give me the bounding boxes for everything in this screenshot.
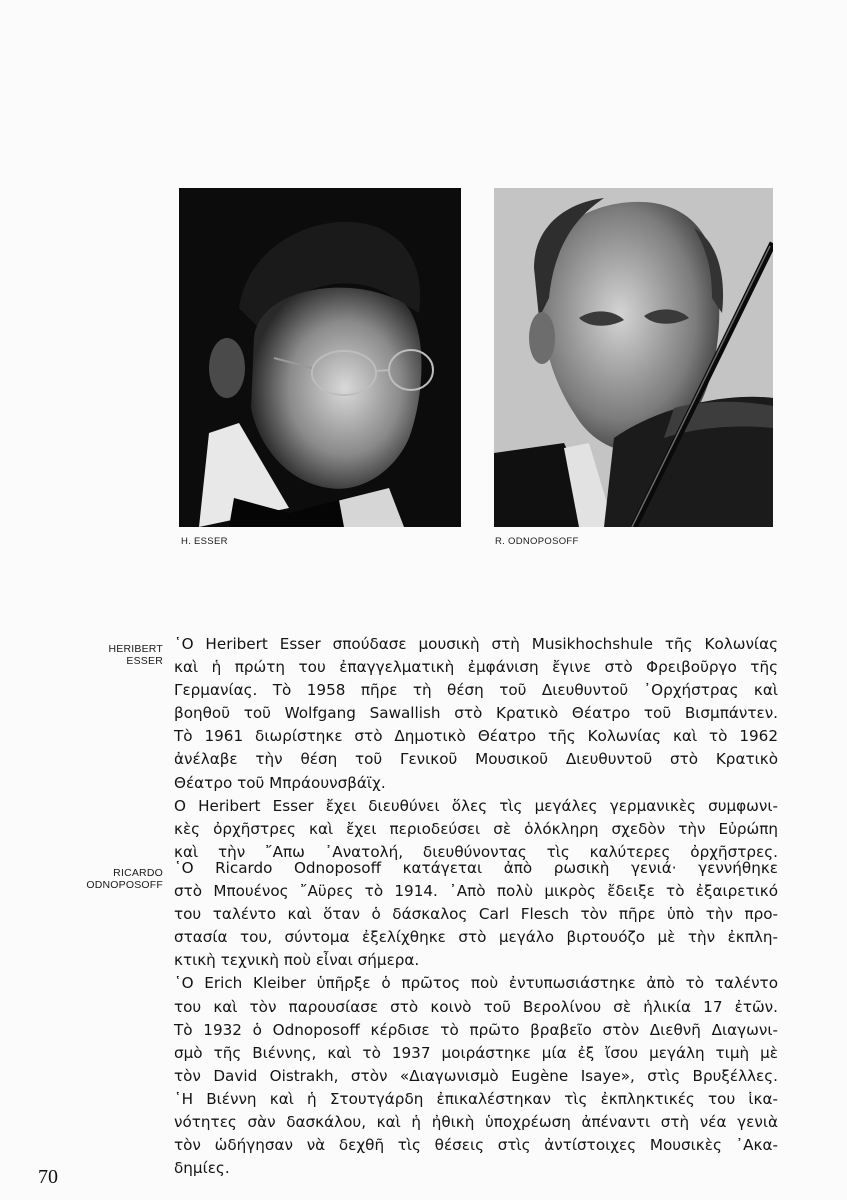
photo-caption-odnoposoff: R. ODNOPOSOFF — [495, 536, 579, 547]
text-line: Τὸ 1932 ὁ Odnoposoff κέρδισε τὸ πρῶτο βραβεῖο στὸν Διεθνῆ Διαγωνι- — [174, 1020, 778, 1039]
side-label-heribert-esser — [109, 643, 164, 667]
side-label-line: RICARDO — [113, 867, 163, 879]
side-label-line: ESSER — [126, 655, 163, 667]
side-label-line: ODNOPOSOFF — [86, 879, 163, 891]
side-label-ricardo-odnoposoff — [86, 867, 163, 891]
text-line: ῾Ο Heribert Esser σπούδασε μουσικὴ στὴ Musikhochshule τῆς Κολωνίας — [174, 635, 778, 653]
text-line: Γερμανίας. Τὸ 1958 πῆρε τὴ θέση τοῦ Διευθυντοῦ ᾿Ορχήστρας καὶ — [174, 681, 778, 700]
photo-caption-esser: H. ESSER — [181, 536, 228, 547]
text-line: του καὶ τὸν παρουσίασε στὸ κοινὸ τοῦ Βερολίνου σὲ ἡλικία 17 ἐτῶν. — [174, 997, 778, 1016]
text-line: σμὸ τῆς Βιέννης, καὶ τὸ 1937 μοιράστηκε μία ἐξ ἴσου μεγάλη τιμὴ μὲ — [174, 1043, 778, 1062]
text-line: καὶ ἡ πρώτη του ἐπαγγελματικὴ ἐμφάνιση ἔγινε στὸ Φρειβοῦργο τῆς — [174, 658, 778, 677]
biography-ricardo-odnoposoff — [174, 857, 778, 1180]
photo-ricardo-odnoposoff — [494, 188, 773, 527]
text-line: κτικὴ τεχνικὴ ποὺ εἶναι σήμερα. — [174, 951, 420, 970]
portrait-esser-illustration — [179, 188, 461, 527]
text-line: βοηθοῦ τοῦ Wolfgang Sawallish στὸ Κρατικὸ Θέατρο τοῦ Βισμπάντεν. — [174, 704, 778, 723]
text-line: ῾Ο Ricardo Odnoposoff κατάγεται ἀπὸ ρωσικὴ γενιά· γεννήθηκε — [174, 859, 778, 877]
portrait-odnoposoff-illustration — [494, 188, 773, 527]
text-line: Τὸ 1961 διωρίστηκε στὸ Δημοτικὸ Θέατρο τῆς Κολωνίας καὶ τὸ 1962 — [174, 727, 778, 746]
text-line: κὲς ὀρχῆστρες καὶ ἔχει περιοδεύσει σὲ ὁλόκληρη σχεδὸν τὴν Εὐρώπη — [174, 819, 778, 838]
page-number: 70 — [38, 1166, 58, 1188]
text-line: ῾Ο Erich Kleiber ὑπῆρξε ὁ πρῶτος ποὺ ἐντυπωσιάστηκε ἀπὸ τὸ ταλέντο — [174, 974, 778, 993]
biography-heribert-esser — [174, 633, 778, 864]
text-line: δημίες. — [174, 1159, 230, 1178]
text-line: Ο Heribert Esser ἔχει διευθύνει ὅλες τὶς μεγάλες γερμανικὲς συμφωνι- — [174, 796, 778, 815]
text-line: του ταλέντο καὶ ὅταν ὁ δάσκαλος Carl Flesch τὸν πῆρε ὑπὸ τὴν προ- — [174, 905, 778, 924]
text-line: ῾Η Βιέννη καὶ ἡ Στουτγάρδη ἐπικαλέστηκαν τὶς ἐκπληκτικές του ἱκα- — [174, 1089, 778, 1108]
text-line: τὸν David Oistrakh, στὸν «Διαγωνισμὸ Eugène Isaye», στὶς Βρυξέλλες. — [174, 1066, 778, 1085]
text-line: καὶ τὴν ῎Απω ᾿Ανατολή, διευθύνοντας τὶς καλύτερες ὀρχῆστρες. — [174, 842, 778, 861]
text-line: ἀνέλαβε τὴν θέση τοῦ Γενικοῦ Μουσικοῦ Διευθυντοῦ στὸ Κρατικὸ — [174, 750, 778, 769]
text-line: νότητες σὰν δασκάλου, καὶ ἡ ἠθικὴ ὑποχρέωση ἀπέναντι στὴ νέα γενιὰ — [174, 1113, 778, 1132]
text-line: στασία του, σύντομα ἐξελίχθηκε στὸ μεγάλο βιρτουόζο μὲ τὴν ἐκπλη- — [174, 928, 778, 947]
photo-heribert-esser — [179, 188, 461, 527]
text-line: τὸν ὡδήγησαν νὰ δεχθῆ τὶς θέσεις στὶς ἀντίστοιχες Μουσικὲς ᾿Ακα- — [174, 1136, 778, 1155]
text-line: στὸ Μπουένος ῎Αϋρες τὸ 1914. ᾿Απὸ πολὺ μικρὸς ἔδειξε τὸ ἐξαιρετικό — [174, 882, 778, 901]
side-label-line: HERIBERT — [108, 643, 163, 655]
text-line: Θέατρο τοῦ Μπράουνσβάϊχ. — [174, 773, 386, 792]
